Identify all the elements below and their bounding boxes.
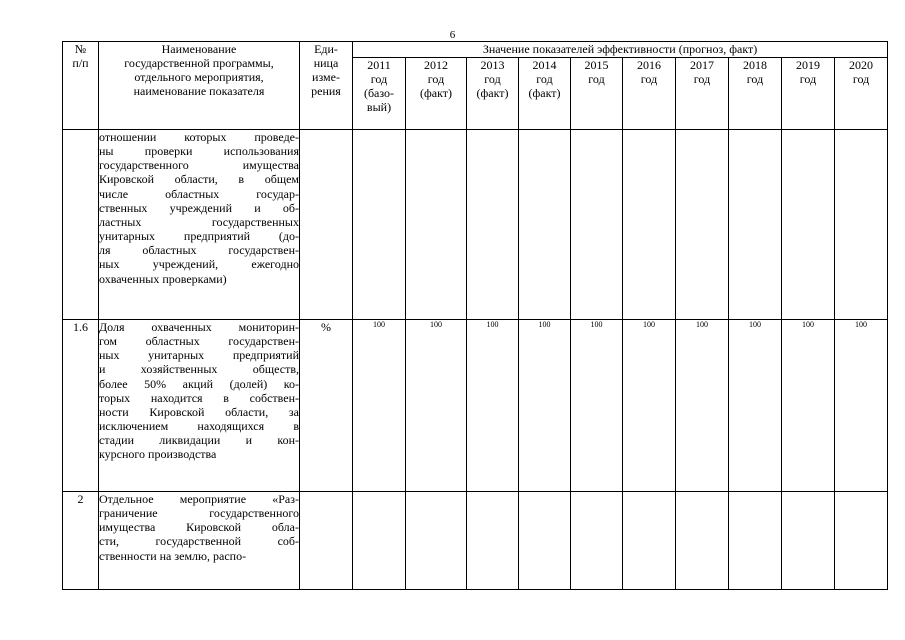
header-year-2018 [729, 58, 782, 130]
value-cell [406, 492, 467, 590]
indicator-name-line: ля областных государствен- [99, 243, 299, 258]
header-year-2014 [519, 58, 571, 130]
indicator-name-line: ственности на землю, распо- [99, 548, 247, 563]
value-cell [729, 492, 782, 590]
value-cell [353, 130, 406, 320]
value-cell [782, 492, 835, 590]
indicator-name-line: курсного производства [99, 447, 217, 462]
header-year-line: год [799, 72, 817, 87]
header-unit [300, 42, 353, 130]
unit-cell [300, 130, 353, 320]
row-number: 2 [63, 492, 99, 590]
header-year-line: 2019 [796, 58, 820, 72]
header-year-line: 2012 [424, 58, 448, 72]
header-year-line: год [746, 72, 764, 87]
value-cell: 100 [676, 320, 729, 492]
indicator-name-line: торых находится в собствен- [99, 390, 299, 405]
header-year-2020 [835, 58, 888, 130]
indicator-name-line: ных унитарных предприятий [99, 348, 299, 363]
header-num-line: п/п [72, 56, 89, 71]
value-cell [835, 130, 888, 320]
indicator-name-line: ности Кировской области, за [99, 404, 299, 419]
header-group-title: Значение показателей эффективности (прогноз, факт) [353, 42, 888, 58]
table-row [63, 320, 888, 492]
indicator-name-line: сти, государственной соб- [99, 534, 299, 549]
header-year-line: (факт) [528, 86, 561, 101]
value-cell [467, 130, 519, 320]
header-name-line: отдельного мероприятия, [134, 70, 264, 85]
indicator-name-line: стадии ликвидации и кон- [99, 433, 299, 448]
indicator-name-line: числе областных государ- [99, 186, 299, 201]
indicator-name [99, 320, 300, 492]
value-cell [676, 492, 729, 590]
value-cell [571, 492, 623, 590]
table-row [63, 492, 888, 590]
header-unit-line: изме- [312, 70, 340, 85]
header-year-line: 2011 [367, 58, 391, 72]
value-cell [519, 130, 571, 320]
value-cell [623, 492, 676, 590]
value-cell: 100 [623, 320, 676, 492]
value-cell: 100 [782, 320, 835, 492]
header-year-line: вый) [366, 100, 392, 115]
header-year-line: 2014 [532, 58, 557, 72]
header-year-line: (факт) [419, 86, 452, 101]
indicator-name-line: Кировской области, в общем [99, 172, 299, 187]
header-year-line: год [640, 72, 658, 87]
row-number: 1.6 [63, 320, 99, 492]
indicator-name-line: ластных государственных [99, 214, 299, 229]
indicator-name-line: имущества Кировской обла- [99, 520, 299, 535]
header-unit-line: рения [311, 84, 341, 99]
value-cell [623, 130, 676, 320]
header-year-line: год [536, 72, 553, 87]
header-year-line: год [693, 72, 711, 87]
indicator-name-line: отношении которых проведе- [99, 130, 299, 144]
indicators-table [62, 41, 888, 590]
value-cell: 100 [571, 320, 623, 492]
header-year-line: 2013 [480, 58, 505, 72]
header-year-line: 2016 [637, 58, 661, 72]
value-cell [353, 492, 406, 590]
value-cell [406, 130, 467, 320]
header-year-line: год [588, 72, 605, 87]
header-year-line: (факт) [476, 86, 509, 101]
header-name [99, 42, 300, 130]
header-name-line: наименование показателя [133, 84, 265, 99]
header-year-line: год [852, 72, 870, 87]
header-unit-line: ница [313, 56, 339, 71]
value-cell: 100 [467, 320, 519, 492]
value-cell [729, 130, 782, 320]
indicator-name [99, 492, 300, 590]
header-year-2012 [406, 58, 467, 130]
indicator-name-line: более 50% акций (долей) ко- [99, 376, 299, 391]
header-year-2011 [353, 58, 406, 130]
value-cell [782, 130, 835, 320]
header-year-2017 [676, 58, 729, 130]
header-name-line: государственной программы, [124, 56, 274, 71]
header-year-line: год [484, 72, 501, 87]
indicator-name-line: охваченных проверками) [99, 271, 227, 286]
indicator-name-line: гом областных государствен- [99, 334, 299, 349]
indicator-name-line: Доля охваченных мониторин- [99, 320, 299, 334]
indicator-name-line: исключением находящихся в [99, 419, 299, 434]
value-cell: 100 [353, 320, 406, 492]
indicator-name-line: граничение государственного [99, 506, 299, 521]
header-year-line: 2017 [690, 58, 714, 72]
indicator-name-line: ственных учреждений и об- [99, 200, 299, 215]
indicator-name-line: ны проверки использования [99, 144, 299, 159]
header-year-2016 [623, 58, 676, 130]
value-cell: 100 [519, 320, 571, 492]
value-cell: 100 [729, 320, 782, 492]
value-cell [467, 492, 519, 590]
header-year-line: 2018 [743, 58, 767, 72]
header-name-line: Наименование [161, 42, 237, 56]
header-year-line: год [370, 72, 388, 87]
page-number: 6 [449, 29, 456, 41]
value-cell: 100 [406, 320, 467, 492]
indicator-name-line: государственного имущества [99, 158, 299, 173]
header-year-line: год [427, 72, 445, 87]
header-year-2013 [467, 58, 519, 130]
value-cell [519, 492, 571, 590]
header-num-line: № [74, 42, 87, 56]
header-num [63, 42, 99, 130]
header-year-line: 2015 [584, 58, 609, 72]
value-cell [571, 130, 623, 320]
header-year-line: 2020 [849, 58, 874, 72]
value-cell: 100 [835, 320, 888, 492]
indicator-name [99, 130, 300, 320]
header-unit-line: Еди- [314, 42, 338, 56]
table-row [63, 130, 888, 320]
indicator-name-line: унитарных предприятий (до- [99, 229, 299, 244]
value-cell [676, 130, 729, 320]
header-year-2015 [571, 58, 623, 130]
indicator-name-line: ных учреждений, ежегодно [99, 257, 299, 272]
header-year-2019 [782, 58, 835, 130]
indicator-name-line: Отдельное мероприятие «Раз- [99, 492, 299, 506]
row-number [63, 130, 99, 320]
unit-cell: % [300, 320, 353, 492]
header-year-line: (базо- [363, 86, 395, 101]
value-cell [835, 492, 888, 590]
indicator-name-line: и хозяйственных обществ, [99, 362, 299, 377]
unit-cell [300, 492, 353, 590]
